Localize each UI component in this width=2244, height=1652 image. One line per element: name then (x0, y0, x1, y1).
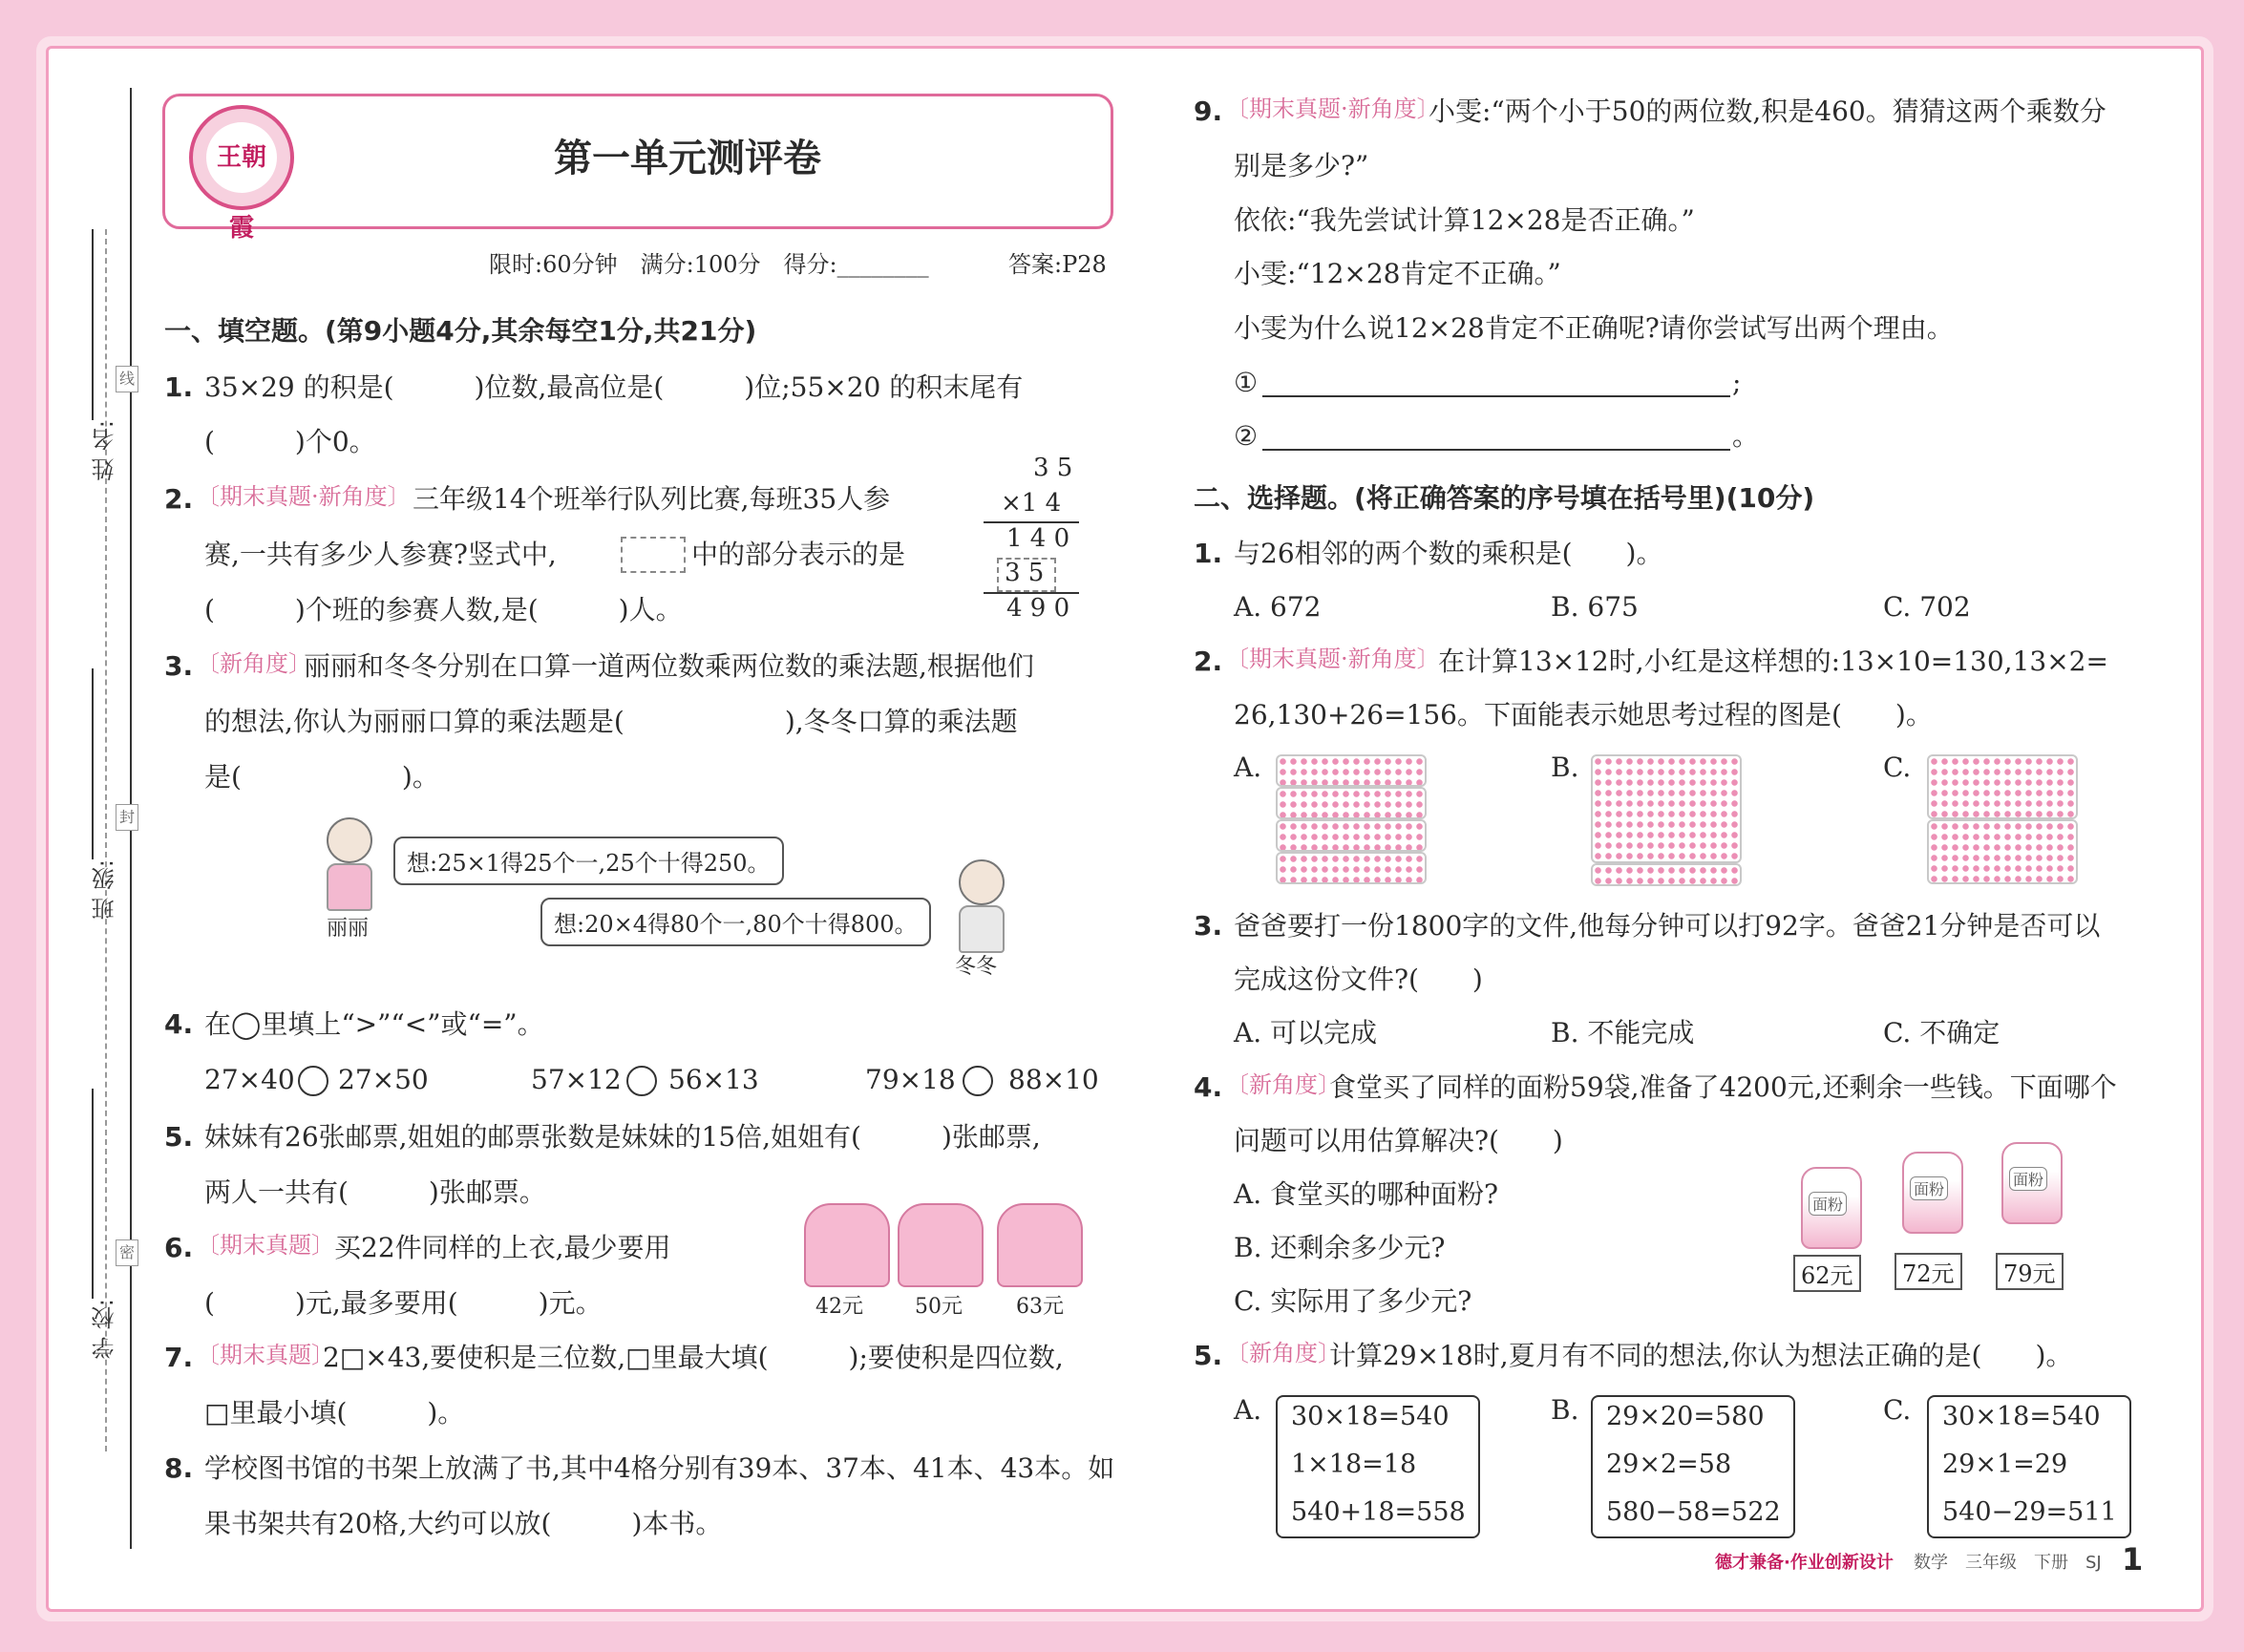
c3-text-2: 完成这份文件?( ) (1234, 964, 1483, 995)
q8-text-2: 果书架共有20格,大约可以放( )本书。 (204, 1508, 723, 1539)
vertical-row3: 1 4 0 (1006, 524, 1070, 553)
section1-heading: 一、填空题。(第9小题4分,其余每空1分,共21分) (164, 315, 757, 347)
q7-text-2: □里最小填( )。 (204, 1397, 465, 1429)
flour-price-3: 79元 (1996, 1253, 2064, 1290)
c5-b-line2: 29×2=58 (1606, 1450, 1732, 1479)
c5-number: 5. (1194, 1340, 1223, 1371)
c3-option-b[interactable]: B. 不能完成 (1551, 1017, 1695, 1048)
c4-number: 4. (1194, 1071, 1223, 1103)
c2-option-b-label[interactable]: B. (1551, 752, 1579, 783)
reason2-answer-line[interactable] (1262, 449, 1730, 451)
compare-circle-3[interactable] (963, 1066, 993, 1096)
dot-grid-a3 (1276, 819, 1427, 852)
q3-text-2: 的想法,你认为丽丽口算的乘法题是( ),冬冬口算的乘法题 (204, 706, 1018, 737)
jacket-illustration-1 (804, 1203, 890, 1287)
boy-body (959, 905, 1005, 953)
q4-compare2-right: 56×13 (668, 1064, 759, 1095)
c4-option-c[interactable]: C. 实际用了多少元? (1234, 1285, 1472, 1317)
c1-option-c[interactable]: C. 702 (1883, 591, 1971, 623)
dot-grid-b2 (1591, 863, 1742, 886)
q9-text: 小雯:“两个小于50的两位数,积是460。猜猜这两个乘数分 (1429, 95, 2106, 127)
q4-compare3-left: 79×18 (865, 1064, 956, 1095)
c2-text-2: 26,130+26=156。下面能表示她思考过程的图是( )。 (1234, 699, 1933, 731)
q7-tag: 〔期末真题〕 (197, 1342, 334, 1368)
highlight-box (621, 537, 686, 573)
q6-text-2: ( )元,最多要用( )元。 (204, 1287, 603, 1319)
q1-text: 35×29 的积是( )位数,最高位是( )位;55×20 的积末尾有 (204, 371, 1024, 403)
flour-bag-3-label: 面粉 (2009, 1167, 2047, 1191)
dot-grid-b1 (1591, 754, 1742, 863)
q3-number: 3. (164, 650, 194, 682)
q6-tag: 〔期末真题〕 (197, 1232, 334, 1259)
q2-tag: 〔期末真题·新角度〕 (197, 483, 411, 510)
c5-b-line1: 29×20=580 (1606, 1402, 1765, 1431)
q4-compare1-left: 27×40 (204, 1064, 295, 1095)
q9-text-3: 依依:“我先尝试计算12×28是否正确。” (1234, 204, 1695, 236)
footer-meta: 数学 三年级 下册 SJ (1914, 1553, 2102, 1573)
c3-option-a[interactable]: A. 可以完成 (1234, 1017, 1378, 1048)
boy-illustration (959, 859, 1005, 905)
flour-bag-3 (2001, 1142, 2063, 1224)
c3-number: 3. (1194, 910, 1223, 942)
c4-text: 食堂买了同样的面粉59袋,准备了4200元,还剩余一些钱。下面哪个 (1329, 1071, 2117, 1103)
class-field[interactable] (92, 668, 94, 859)
q9-reason1-label: ① (1234, 367, 1259, 398)
q8-text: 学校图书馆的书架上放满了书,其中4格分别有39本、37本、41本、43本。如 (204, 1452, 1115, 1484)
c5-a-line3: 540+18=558 (1291, 1497, 1466, 1527)
q9-text-2: 别是多少?” (1234, 150, 1369, 181)
c5-option-a-label[interactable]: A. (1234, 1394, 1262, 1426)
c5-c-line1: 30×18=540 (1942, 1402, 2101, 1431)
c5-c-line3: 540−29=511 (1942, 1497, 2117, 1527)
jacket-illustration-3 (997, 1203, 1083, 1287)
boy-name: 冬冬 (955, 955, 998, 979)
name-field[interactable] (92, 229, 94, 420)
page-number: 1 (2122, 1541, 2144, 1578)
q9-text-4: 小雯:“12×28肯定不正确。” (1234, 258, 1561, 289)
q6-number: 6. (164, 1232, 194, 1263)
c4-text-2: 问题可以用估算解决?( ) (1234, 1125, 1563, 1156)
c5-b-line3: 580−58=522 (1606, 1497, 1781, 1527)
c2-text: 在计算13×12时,小红是这样想的:13×10=130,13×2= (1438, 646, 2108, 677)
dot-grid-a1 (1276, 754, 1427, 787)
dot-grid-c2 (1927, 819, 2078, 884)
c5-tag: 〔新角度〕 (1226, 1340, 1341, 1366)
vertical-row2: ×1 4 (1001, 489, 1062, 518)
q9-number: 9. (1194, 95, 1223, 127)
price-jacket-1: 42元 (815, 1295, 863, 1319)
c5-text: 计算29×18时,夏月有不同的想法,你认为想法正确的是( )。 (1329, 1340, 2073, 1371)
q5-text: 妹妹有26张邮票,姐姐的邮票张数是妹妹的15倍,姐姐有( )张邮票, (204, 1121, 1041, 1153)
q9-text-5: 小雯为什么说12×28肯定不正确呢?请你尝试写出两个理由。 (1234, 312, 1954, 344)
c3-option-c[interactable]: C. 不确定 (1883, 1017, 2001, 1048)
q5-text-2: 两人一共有( )张邮票。 (204, 1176, 546, 1208)
c5-a-line2: 1×18=18 (1291, 1450, 1417, 1479)
dot-grid-a2 (1276, 787, 1427, 819)
flour-bag-2-label: 面粉 (1910, 1176, 1948, 1200)
logo-text: 王朝霞 (206, 122, 277, 193)
mark-seal: 封 (116, 804, 138, 831)
flour-bag-1-label: 面粉 (1809, 1192, 1847, 1216)
flour-price-2: 72元 (1895, 1253, 1962, 1290)
c4-option-a[interactable]: A. 食堂买的哪种面粉? (1234, 1178, 1499, 1210)
girl-name: 丽丽 (327, 917, 370, 941)
q4-compare3-right: 88×10 (1008, 1064, 1099, 1095)
c1-number: 1. (1194, 538, 1223, 569)
q2-number: 2. (164, 483, 194, 515)
q9-tag: 〔期末真题·新角度〕 (1226, 95, 1440, 122)
flour-price-1: 62元 (1793, 1255, 1861, 1292)
q8-number: 8. (164, 1452, 194, 1484)
vertical-row4: 3 5 (1005, 559, 1045, 587)
q9-reason2-end: 。 (1732, 420, 1760, 452)
c1-option-a[interactable]: A. 672 (1234, 591, 1322, 623)
girl-body (327, 863, 372, 911)
q7-number: 7. (164, 1342, 194, 1373)
q4-number: 4. (164, 1008, 194, 1040)
q2-text-2: 赛,一共有多少人参赛?竖式中, (204, 539, 557, 570)
q7-text: 2□×43,要使积是三位数,□里最大填( );要使积是四位数, (323, 1342, 1064, 1373)
c5-option-c-label[interactable]: C. (1883, 1394, 1912, 1426)
boy-bubble: 想:20×4得80个一,80个十得800。 (540, 898, 931, 946)
c5-option-b-label[interactable]: B. (1551, 1394, 1579, 1426)
q1-number: 1. (164, 371, 194, 403)
section2-heading: 二、选择题。(将正确答案的序号填在括号里)(10分) (1194, 482, 1815, 514)
vertical-rule (984, 521, 1079, 523)
c2-option-a-label[interactable]: A. (1234, 752, 1262, 783)
answer-ref: 答案:P28 (1008, 251, 1107, 278)
price-jacket-2: 50元 (915, 1295, 963, 1319)
jacket-illustration-2 (898, 1203, 984, 1287)
c1-option-b[interactable]: B. 675 (1551, 591, 1639, 623)
c1-text: 与26相邻的两个数的乘积是( )。 (1234, 538, 1663, 569)
compare-circle-1[interactable] (298, 1066, 328, 1096)
c5-a-line1: 30×18=540 (1291, 1402, 1450, 1431)
school-label: 学 校: (92, 1299, 118, 1360)
price-jacket-3: 63元 (1016, 1295, 1064, 1319)
reason1-answer-line[interactable] (1262, 395, 1730, 397)
q2-text: 三年级14个班举行队列比赛,每班35人参 (413, 483, 891, 515)
flour-bag-1 (1801, 1167, 1862, 1249)
q4-compare2-left: 57×12 (531, 1064, 622, 1095)
footer-brand: 德才兼备·作业创新设计 (1715, 1553, 1894, 1573)
girl-illustration (327, 817, 372, 863)
q3-text: 丽丽和冬冬分别在口算一道两位数乘两位数的乘法题,根据他们 (304, 650, 1034, 682)
vertical-row5: 4 9 0 (1006, 594, 1070, 623)
c5-c-line2: 29×1=29 (1942, 1450, 2068, 1479)
c2-option-c-label[interactable]: C. (1883, 752, 1912, 783)
binding-line (105, 229, 107, 1451)
q2-text-4: ( )个班的参赛人数,是( )人。 (204, 594, 683, 625)
vertical-row1: 3 5 (1033, 454, 1073, 482)
test-meta: 限时:60分钟 满分:100分 得分:________ (489, 251, 929, 278)
mark-dense: 密 (116, 1239, 138, 1266)
dot-grid-c1 (1927, 754, 2078, 819)
c4-option-b[interactable]: B. 还剩余多少元? (1234, 1232, 1446, 1263)
name-label: 姓 名: (92, 420, 118, 481)
q9-reason2-label: ② (1234, 420, 1259, 452)
mark-line: 线 (116, 366, 138, 392)
dot-grid-a4 (1276, 852, 1427, 884)
q3-text-3: 是( )。 (204, 761, 439, 793)
c2-number: 2. (1194, 646, 1223, 677)
c4-tag: 〔新角度〕 (1226, 1071, 1341, 1098)
school-field[interactable] (92, 1089, 94, 1299)
q1-text-2: ( )个0。 (204, 426, 376, 457)
page-title: 第一单元测评卷 (554, 137, 821, 180)
q4-compare1-right: 27×50 (338, 1064, 429, 1095)
flour-bag-2 (1902, 1152, 1963, 1234)
q5-number: 5. (164, 1121, 194, 1153)
q2-text-3: 中的部分表示的是 (691, 539, 906, 570)
compare-circle-2[interactable] (626, 1066, 657, 1096)
q6-text: 买22件同样的上衣,最少要用 (334, 1232, 671, 1263)
q3-tag: 〔新角度〕 (197, 650, 311, 677)
c2-tag: 〔期末真题·新角度〕 (1226, 646, 1440, 672)
logo (189, 105, 294, 243)
class-label: 班 级: (92, 859, 118, 921)
girl-bubble: 想:25×1得25个一,25个十得250。 (393, 837, 784, 885)
q4-text: 在◯里填上“>”“<”或“=”。 (204, 1008, 544, 1040)
q9-reason1-end: ; (1732, 367, 1742, 398)
c3-text: 爸爸要打一份1800字的文件,他每分钟可以打92字。爸爸21分钟是否可以 (1234, 910, 2101, 942)
